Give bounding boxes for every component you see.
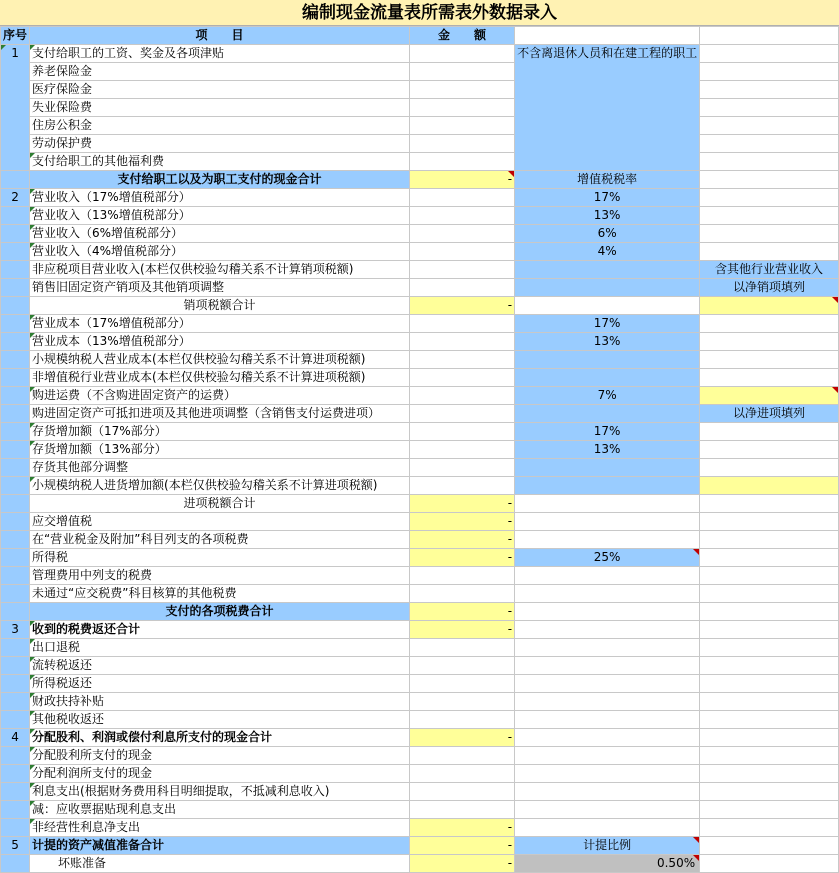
rate-value[interactable]: 6%: [515, 225, 700, 243]
row-label: 流转税返还: [30, 657, 410, 675]
sheet-title: 编制现金流量表所需表外数据录入: [0, 0, 839, 26]
total-label: 销项税额合计: [30, 297, 410, 315]
row-label: 非应税项目营业收入(本栏仅供校验勾稽关系不计算销项税额): [30, 261, 410, 279]
amount-input[interactable]: [409, 441, 514, 459]
seq-1: 1: [1, 45, 30, 171]
cell[interactable]: [515, 657, 700, 675]
total-value: -: [409, 171, 514, 189]
table-row: [1, 243, 839, 261]
row-label: 销售旧固定资产销项及其他销项调整: [30, 279, 410, 297]
cell: [1, 279, 30, 297]
table-row: [1, 45, 839, 63]
rate-value[interactable]: 17%: [515, 189, 700, 207]
computed-value: -: [409, 819, 514, 837]
note-input[interactable]: [700, 297, 839, 315]
cell: [1, 459, 30, 477]
amount-input[interactable]: [409, 675, 514, 693]
rate-value[interactable]: 25%: [515, 549, 700, 567]
row-label: 小规模纳税人营业成本(本栏仅供校验勾稽关系不计算进项税额): [30, 351, 410, 369]
table-row: [1, 549, 839, 567]
amount-input[interactable]: [409, 783, 514, 801]
cell: [1, 747, 30, 765]
row-label: 营业收入（13%增值税部分）: [30, 207, 410, 225]
rate-value[interactable]: 13%: [515, 207, 700, 225]
cell: [515, 369, 700, 387]
row-label: 支付给职工的工资、奖金及各项津贴: [30, 45, 410, 63]
cell: [1, 477, 30, 495]
cell: [1, 675, 30, 693]
ratio-header: 计提比例: [515, 837, 700, 855]
cell[interactable]: [700, 765, 839, 783]
cell[interactable]: [700, 549, 839, 567]
table-row: [1, 153, 839, 171]
cell[interactable]: [700, 315, 839, 333]
table-row: [1, 801, 839, 819]
amount-input[interactable]: [409, 801, 514, 819]
row-label: 购进运费（不含购进固定资产的运费）: [30, 387, 410, 405]
cell: [1, 423, 30, 441]
row-label: 减：应收票据贴现利息支出: [30, 801, 410, 819]
row-label: 管理费用中列支的税费: [30, 567, 410, 585]
computed-value: -: [409, 855, 514, 873]
table-row: [1, 711, 839, 729]
cell[interactable]: [515, 621, 700, 639]
cell: [1, 243, 30, 261]
amount-input[interactable]: [409, 189, 514, 207]
amount-input[interactable]: [409, 387, 514, 405]
total-label: 计提的资产减值准备合计: [30, 837, 410, 855]
cell: [1, 603, 30, 621]
row-label: 所得税返还: [30, 675, 410, 693]
table-row: [1, 423, 839, 441]
table-row: [1, 81, 839, 99]
cell[interactable]: [700, 567, 839, 585]
total-value: -: [409, 837, 514, 855]
cell[interactable]: [515, 801, 700, 819]
cell[interactable]: [700, 243, 839, 261]
cell[interactable]: [700, 45, 839, 63]
rate-value[interactable]: 4%: [515, 243, 700, 261]
row-label: 非经营性利息净支出: [30, 819, 410, 837]
note-input[interactable]: [700, 477, 839, 495]
cell: [1, 639, 30, 657]
row-label: 营业成本（13%增值税部分）: [30, 333, 410, 351]
table-row: [1, 477, 839, 495]
cell: [515, 459, 700, 477]
cell[interactable]: [700, 603, 839, 621]
table-row: [1, 693, 839, 711]
amount-input[interactable]: [409, 153, 514, 171]
cell[interactable]: [700, 351, 839, 369]
amount-input[interactable]: [409, 333, 514, 351]
amount-input[interactable]: [409, 747, 514, 765]
cell: [1, 513, 30, 531]
cell: [515, 279, 700, 297]
cell[interactable]: [700, 693, 839, 711]
table-row: [1, 189, 839, 207]
cell: [1, 351, 30, 369]
cell[interactable]: [700, 333, 839, 351]
cell[interactable]: [700, 621, 839, 639]
amount-input[interactable]: [409, 63, 514, 81]
cell[interactable]: [700, 495, 839, 513]
table-row: [1, 675, 839, 693]
header-row: [1, 27, 839, 45]
cell: [515, 261, 700, 279]
row-label: 劳动保护费: [30, 135, 410, 153]
row-label: 失业保险费: [30, 99, 410, 117]
cell: [1, 207, 30, 225]
computed-value: -: [409, 549, 514, 567]
cell[interactable]: [700, 225, 839, 243]
cell: [515, 351, 700, 369]
rate-value[interactable]: 17%: [515, 423, 700, 441]
cell[interactable]: [515, 297, 700, 315]
nontax-note: 含其他行业营业收入: [700, 261, 839, 279]
cell[interactable]: [515, 603, 700, 621]
total-label: 收到的税费返还合计: [30, 621, 410, 639]
amount-input[interactable]: [409, 261, 514, 279]
row-label: 营业收入（6%增值税部分）: [30, 225, 410, 243]
table-row: [1, 225, 839, 243]
row-label: 应交增值税: [30, 513, 410, 531]
amount-input[interactable]: [409, 81, 514, 99]
amount-input[interactable]: [409, 765, 514, 783]
cell[interactable]: [700, 63, 839, 81]
cell[interactable]: [700, 171, 839, 189]
cell[interactable]: [700, 153, 839, 171]
total-row: [1, 495, 839, 513]
cell[interactable]: [515, 783, 700, 801]
cell[interactable]: [700, 81, 839, 99]
amount-input[interactable]: [409, 657, 514, 675]
staff-note: 不含离退休人员和在建工程的职工: [515, 45, 700, 171]
amount-input[interactable]: [409, 711, 514, 729]
cell[interactable]: [700, 783, 839, 801]
cell: [1, 261, 30, 279]
amount-input[interactable]: [409, 585, 514, 603]
cell[interactable]: [700, 513, 839, 531]
amount-input[interactable]: [409, 639, 514, 657]
rate-value[interactable]: 13%: [515, 333, 700, 351]
cell[interactable]: [700, 639, 839, 657]
amount-input[interactable]: [409, 279, 514, 297]
cell: [1, 567, 30, 585]
header-amount: 金 额: [409, 27, 514, 45]
amount-input[interactable]: [409, 351, 514, 369]
cell: [1, 783, 30, 801]
amount-input[interactable]: [409, 207, 514, 225]
amount-input[interactable]: [409, 45, 514, 63]
cell: [1, 819, 30, 837]
cell[interactable]: [700, 819, 839, 837]
cell: [1, 531, 30, 549]
cell[interactable]: [700, 531, 839, 549]
row-label: 分配利润所支付的现金: [30, 765, 410, 783]
cell: [1, 549, 30, 567]
table-row: [1, 567, 839, 585]
table-row: [1, 261, 839, 279]
total-value: -: [409, 495, 514, 513]
table-row: [1, 405, 839, 423]
cell: [1, 495, 30, 513]
table-row: [1, 855, 839, 873]
cell[interactable]: [515, 729, 700, 747]
seq-3: 3: [1, 621, 30, 639]
table-row: [1, 369, 839, 387]
row-label: 存货增加额（17%部分）: [30, 423, 410, 441]
row-label: 存货增加额（13%部分）: [30, 441, 410, 459]
cell[interactable]: [700, 189, 839, 207]
amount-input[interactable]: [409, 693, 514, 711]
note-input[interactable]: [700, 387, 839, 405]
table-row: [1, 135, 839, 153]
table-row: [1, 315, 839, 333]
amount-input[interactable]: [409, 117, 514, 135]
cell[interactable]: [515, 819, 700, 837]
ratio-value[interactable]: 0.50%: [515, 855, 700, 873]
cell[interactable]: [515, 567, 700, 585]
row-label: 营业成本（17%增值税部分）: [30, 315, 410, 333]
row-label: 财政扶持补贴: [30, 693, 410, 711]
cell: [1, 225, 30, 243]
amount-input[interactable]: [409, 243, 514, 261]
cell[interactable]: [515, 639, 700, 657]
cell: [1, 297, 30, 315]
table-row: [1, 351, 839, 369]
cell[interactable]: [700, 135, 839, 153]
row-label: 营业收入（17%增值税部分）: [30, 189, 410, 207]
table-row: [1, 459, 839, 477]
table-row: [1, 441, 839, 459]
total-row: [1, 729, 839, 747]
table-row: [1, 657, 839, 675]
row-label: 其他税收返还: [30, 711, 410, 729]
cell[interactable]: [515, 27, 700, 45]
total-label: 支付给职工以及为职工支付的现金合计: [30, 171, 410, 189]
amount-input[interactable]: [409, 225, 514, 243]
cell[interactable]: [700, 423, 839, 441]
row-label: 在“营业税金及附加”科目列支的各项税费: [30, 531, 410, 549]
cell: [1, 405, 30, 423]
cell: [1, 333, 30, 351]
fixed-input-note: 以净进项填列: [700, 405, 839, 423]
cell[interactable]: [700, 117, 839, 135]
cell[interactable]: [700, 711, 839, 729]
table-row: [1, 765, 839, 783]
table-row: [1, 99, 839, 117]
computed-value: -: [409, 531, 514, 549]
row-label: 存货其他部分调整: [30, 459, 410, 477]
cell: [1, 585, 30, 603]
amount-input[interactable]: [409, 423, 514, 441]
cell[interactable]: [700, 27, 839, 45]
row-label: 未通过“应交税费”科目核算的其他税费: [30, 585, 410, 603]
amount-input[interactable]: [409, 315, 514, 333]
row-label: 分配股利所支付的现金: [30, 747, 410, 765]
cell[interactable]: [700, 441, 839, 459]
row-label: 医疗保险金: [30, 81, 410, 99]
cell[interactable]: [515, 711, 700, 729]
cell: [515, 405, 700, 423]
table-row: [1, 531, 839, 549]
cell[interactable]: [700, 585, 839, 603]
row-label: 小规模纳税人进货增加额(本栏仅供校验勾稽关系不计算进项税额): [30, 477, 410, 495]
table-row: [1, 783, 839, 801]
cell: [1, 801, 30, 819]
table-row: [1, 333, 839, 351]
row-label: 养老保险金: [30, 63, 410, 81]
cell: [1, 693, 30, 711]
total-row: [1, 837, 839, 855]
vat-rate-header: 增值税税率: [515, 171, 700, 189]
amount-input[interactable]: [409, 459, 514, 477]
cell[interactable]: [700, 459, 839, 477]
cell: [1, 657, 30, 675]
total-row: [1, 621, 839, 639]
table-row: [1, 63, 839, 81]
cell[interactable]: [515, 513, 700, 531]
cell: [1, 765, 30, 783]
table-row: [1, 639, 839, 657]
data-entry-table: [0, 26, 839, 873]
total-row: [1, 171, 839, 189]
total-label: 进项税额合计: [30, 495, 410, 513]
row-label: 利息支出(根据财务费用科目明细提取，不抵减利息收入): [30, 783, 410, 801]
row-label: 住房公积金: [30, 117, 410, 135]
cell[interactable]: [515, 585, 700, 603]
total-value: -: [409, 603, 514, 621]
table-row: [1, 387, 839, 405]
amount-input[interactable]: [409, 567, 514, 585]
computed-value: -: [409, 513, 514, 531]
cell: [1, 369, 30, 387]
cell[interactable]: [700, 729, 839, 747]
cell[interactable]: [700, 855, 839, 873]
table-row: [1, 207, 839, 225]
cell: [1, 855, 30, 873]
cell[interactable]: [515, 675, 700, 693]
cell[interactable]: [515, 765, 700, 783]
seq-4: 4: [1, 729, 30, 747]
cell[interactable]: [700, 675, 839, 693]
cell[interactable]: [515, 747, 700, 765]
row-label: 出口退税: [30, 639, 410, 657]
total-label: 分配股利、利润或偿付利息所支付的现金合计: [30, 729, 410, 747]
row-label: 支付给职工的其他福利费: [30, 153, 410, 171]
asset-sale-note: 以净销项填列: [700, 279, 839, 297]
row-label: 所得税: [30, 549, 410, 567]
total-value: -: [409, 297, 514, 315]
cell[interactable]: [700, 801, 839, 819]
rate-value[interactable]: 13%: [515, 441, 700, 459]
amount-input[interactable]: [409, 135, 514, 153]
amount-input[interactable]: [409, 405, 514, 423]
table-row: [1, 279, 839, 297]
table-row: [1, 585, 839, 603]
table-row: [1, 117, 839, 135]
cell[interactable]: [515, 495, 700, 513]
cell: [1, 711, 30, 729]
cell[interactable]: [515, 531, 700, 549]
table-row: [1, 819, 839, 837]
seq-5: 5: [1, 837, 30, 855]
row-label: 购进固定资产可抵扣进项及其他进项调整（含销售支付运费进项）: [30, 405, 410, 423]
header-item: 项 目: [30, 27, 410, 45]
rate-value[interactable]: 17%: [515, 315, 700, 333]
table-row: [1, 513, 839, 531]
row-label: 坏账准备: [30, 855, 410, 873]
cell[interactable]: [700, 837, 839, 855]
cell: [1, 315, 30, 333]
amount-input[interactable]: [409, 99, 514, 117]
seq-2: 2: [1, 189, 30, 207]
cell[interactable]: [700, 369, 839, 387]
rate-value[interactable]: 7%: [515, 387, 700, 405]
amount-input[interactable]: [409, 477, 514, 495]
cell[interactable]: [700, 99, 839, 117]
cell: [1, 441, 30, 459]
cell: [1, 387, 30, 405]
total-row: [1, 297, 839, 315]
total-value: -: [409, 621, 514, 639]
table-row: [1, 747, 839, 765]
header-seq: 序号: [1, 27, 30, 45]
total-label: 支付的各项税费合计: [30, 603, 410, 621]
cell[interactable]: [700, 747, 839, 765]
cell[interactable]: [515, 693, 700, 711]
cell[interactable]: [700, 207, 839, 225]
cell[interactable]: [700, 657, 839, 675]
total-value: -: [409, 729, 514, 747]
row-label: 营业收入（4%增值税部分）: [30, 243, 410, 261]
cell: [515, 477, 700, 495]
row-label: 非增值税行业营业成本(本栏仅供校验勾稽关系不计算进项税额): [30, 369, 410, 387]
cell: [1, 171, 30, 189]
amount-input[interactable]: [409, 369, 514, 387]
total-row: [1, 603, 839, 621]
